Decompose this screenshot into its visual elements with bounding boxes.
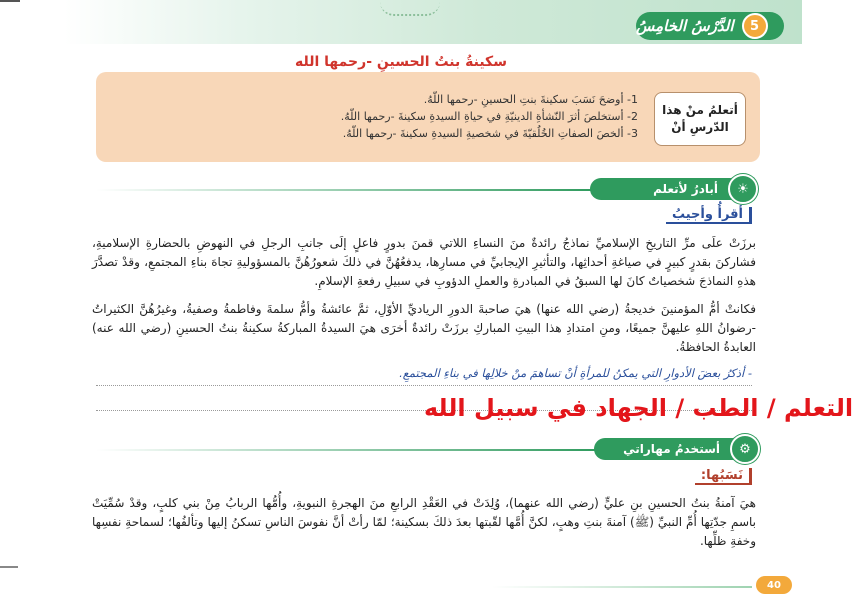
section2-rule	[96, 449, 600, 451]
objectives-label	[654, 92, 746, 146]
ribbon-ornament	[380, 2, 440, 16]
answer-line-1	[96, 385, 752, 386]
objectives-label-line2: الدّرسِ أنْ	[671, 120, 729, 134]
page-number: 40	[756, 576, 792, 594]
section2-header	[594, 438, 756, 460]
section1-rule	[96, 189, 596, 191]
corner-mark	[0, 0, 20, 2]
section1-header	[590, 178, 754, 200]
paragraph-2: فكانتْ أمُّ المؤمنينَ خديجةُ (رضي الله عنها) هيَ صاحبةَ الدورِ الرياديِّ الأوّلِ، ثمَّ عائشةُ وأمُّ سلمةَ وفاطمةُ وصفيةُ، وغيرُهُنَّ الكثيراتُ -رضوانُ اللهِ عليهنَّ جميعًا، ومنِ امتدادِ هذا البيتِ المباركِ برزَتْ رائدةٌ أخرَى هيَ السيدةُ المباركةُ سكينةُ بنتُ الحسينِ (رضي الله عنه) العابدةُ الحافظةُ.	[92, 302, 756, 354]
question: - أذكرُ بعضَ الأدوارِ التي يمكنُ للمرأةِ أنْ تساهمَ منْ خلالِها في بناءِ المجتمعِ.	[399, 366, 752, 380]
gear-head-icon: ⚙	[730, 434, 760, 464]
footer-decoration	[492, 586, 752, 588]
handwritten-answer: التعلم / الطب / الجهاد في سبيل الله	[424, 394, 853, 422]
objectives-box	[96, 72, 760, 162]
paragraph-1: برزَتْ علَى مرِّ التاريخِ الإسلاميِّ نماذجُ رائدةٌ منَ النساءِ اللاتي قمنَ بدورٍ فاعلٍ إلَى جانبِ الرجلِ في النهوضِ بالحضارةِ الإسلاميةِ، فشاركنَ بقدرٍ كبيرٍ في صياغةِ أحداثِها، والتأثيرِ الإيجابيِّ في مسارِها، يدفعُهُنَّ في ذلكَ شعورُهُنَّ بالمسؤوليةِ تجاهَ بناءِ المجتمعِ، وقدْ تصدَّرَ هذهِ النماذجَ شخصياتٌ كانَ لها السبقُ في المبادرةِ والعملِ الدؤوبِ في سبيلِ رفعةِ الإسلامِ.	[92, 236, 756, 288]
objectives-label-line1: أتعلمُ منْ هذا	[662, 103, 738, 117]
section1-subtitle: أقرأُ وأجيبُ	[666, 207, 752, 224]
section2-subtitle: نَسَبُها:	[695, 468, 752, 485]
section1-title: أبادرُ لأتعلم	[653, 182, 718, 196]
footer-corner-mark	[0, 566, 18, 568]
objective-item: 3- ألخصَ الصفاتِ الخُلُقيّةَ في شخصيةِ السيدةِ سكينةَ -رحمها اللّهُ.	[342, 127, 638, 140]
section2-title: أستخدمُ مهاراتي	[623, 442, 720, 456]
objective-item: 1- أوضحَ نَسَبَ سكينةَ بنتِ الحسينِ -رحمها اللّهُ.	[423, 93, 638, 106]
lesson-title: سكينةُ بنتُ الحسينِ -رحمها الله	[295, 54, 507, 70]
lesson-badge	[636, 12, 784, 40]
lesson-number: 5	[742, 13, 768, 39]
objective-item: 2- أستخلصَ أثرَ النّشأةِ الدينيّةِ في حياةِ السيدةِ سكينةَ -رحمها اللّهُ.	[340, 110, 638, 123]
paragraph-3: هيَ آمنةُ بنتُ الحسينِ بنِ عليٍّ (رضي الله عنهما)، وُلِدَتْ في العَقْدِ الرابعِ منَ الهجرةِ النبويةِ، وأُمُّها الربابُ مِنْ بني كلبٍ، وقدْ سُمِّيَتْ باسمِ جدّتِها أُمِّ النبيِّ (ﷺ) آمنةَ بنتِ وهبٍ، لكنَّ أُمَّها لقّبتها بعدَ ذلكَ بسكينة؛ لمّا رأتْ أنَّ نفوسَ الناسِ تسكنُ إليها وتألفُها؛ لسماحةِ نفسِها وخفةِ ظلِّها.	[92, 496, 756, 548]
lightbulb-head-icon: ☀	[728, 174, 758, 204]
lesson-label: الدَّرْسُ الخامِسُ	[636, 17, 734, 35]
objectives-list	[118, 91, 638, 142]
